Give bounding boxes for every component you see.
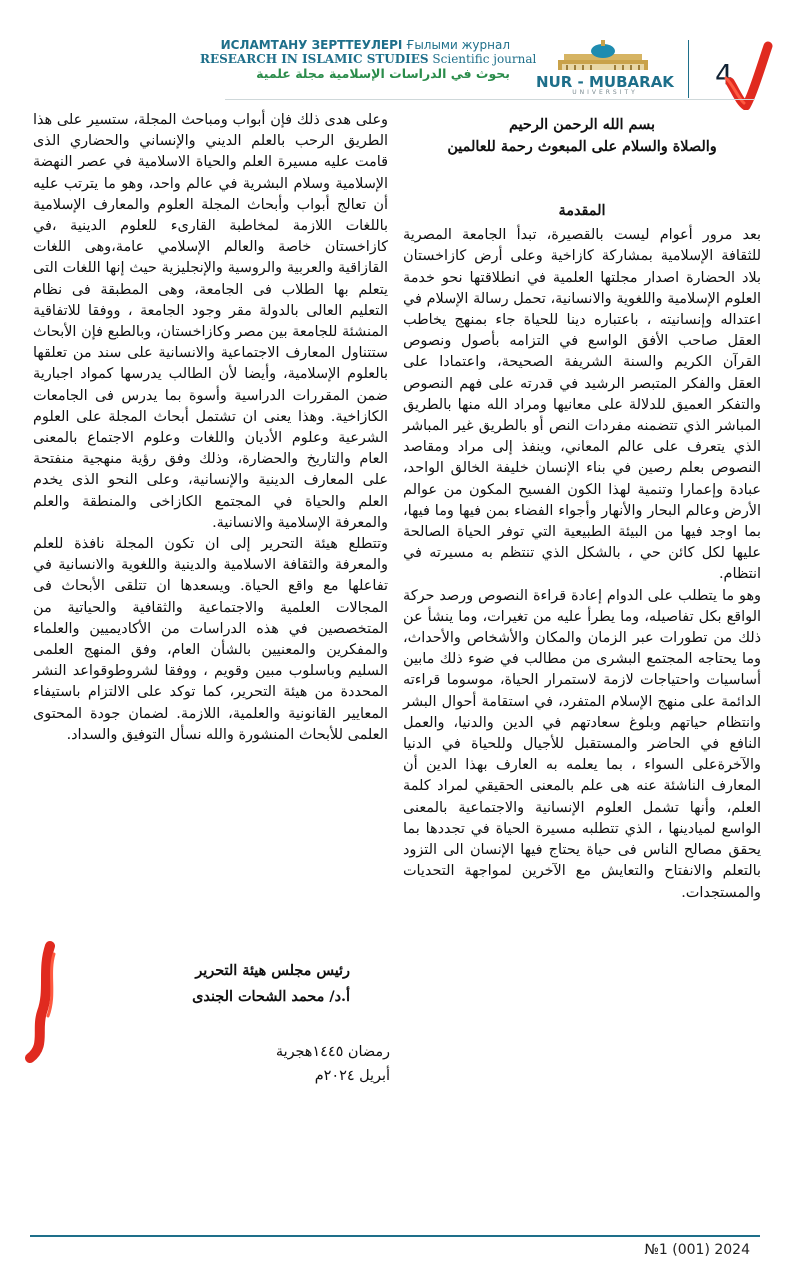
header-divider — [688, 40, 689, 98]
header-rule — [225, 99, 755, 100]
date-block — [130, 1040, 390, 1088]
journal-title-arabic: بحوث في الدراسات الإسلامية مجلة علمية — [256, 66, 510, 81]
page-header — [0, 0, 792, 110]
intro-paragraph-2: وهو ما يتطلب على الدوام إعادة قراءة النصوص ورصد حركة الواقع بكل تفاصيله، وما يطرأ عليه من تغيرات، وما ينشأ عن ذلك من تطورات عبر الزمان والمكان والأشخاص والأحداث، وما يحتاجه المجتمع البشرى من مطالب في ضوء ذلك مابين أساسيات واحتياجات لازمة لاستمرار الحياة، موسوما قراءته الدائمة على منهج الإسلام المتفرد، في استقامة أحوال البشر وانتظام حياتهم وبلوغ سعادتهم في الدين والدنيا، والعمل النافع في الحاضر والمستقبل للأجيال وللحياة في الدنيا والآخرةعلى السواء ، بما يعلمه به العارف بهذا الدين أن المعارف الناشئة عنه هى علم بالمعنى الحقيقي لمراد كلمة العلم، وأنها تشمل العلوم الإنسانية والاجتماعية بالمعنى الواسع لميادينها ، الذي تتطلبه مسيرة الحياة في تجددها بما يحقق مصالح الناس فى حياة يحتاج فيها الإنسان الى التزود بالتعلم والانفتاح والتعايش مع الآخرين لمواجهة التحديات والمستجدات. — [403, 587, 761, 901]
intro-paragraph-1: بعد مرور أعوام ليست بالقصيرة، تبدأ الجامعة المصرية للثقافة الإسلامية بمشاركة كازاخية وعلى أرض كازاخستان بلاد الحضارة اصدار مجلتها العلمية في انطلاقتها نحو خدمة العلوم الإسلامية واللغوية والانسانية، تحمل رسالة الإسلام في اعتداله وإنسانيته ، باعتباره دينا للحياة جاء بمنهج يخاطب العقل صاحب الأفق الواسع في التزامه بأصول ونصوص القرآن الكريم والسنة الشريفة الصحيحة، واعتمادا على العقل والفكر المتبصر الرشيد في قدرته على فهم النصوص والتفكر العميق للدلالة على معانيها ومراد الله منها بالطريق المباشر الذي تتضمنه مفردات النص أو بالطريق غير المباشر الذي يتعرف على عالم المعاني، وينفذ إلى مراد ومقاصد النصوص بعلم رصين في بناء الإنسان خليفة الخالق الواحد، عبادة وإعمارا وتنمية لهذا الكون الفسيح المكون من عوالم الأرض وعالم البحار والأنهار وأجواء الفضاء بمن فيها وما فيها، بما اوجد فيها من البيئة الطبيعية التي توفر الحياة الصالحة عليها لكل كائن حي ، بالشكل الذي تنتظم به مسيرته في انتظام. — [403, 227, 761, 583]
journal-title-kazakh: ИСЛАМТАНУ ЗЕРТТЕУЛЕРІ Ғылыми журнал — [220, 38, 510, 52]
signature-block — [70, 958, 350, 1010]
salutation-line: والصلاة والسلام على المبعوث رحمة للعالمين — [447, 138, 717, 155]
date-gregorian: أبريل ٢٠٢٤م — [314, 1068, 390, 1084]
body-paragraph-4: وتتطلع هيئة التحرير إلى ان تكون المجلة نافذة للعلم والمعرفة والثقافة الاسلامية والدينية واللغوية والانسانية في تفاعلها مع واقع الحياة. ويسعدها ان تتلقى الأبحاث فى المجالات العلمية والاجتماعية والثقافية والحياتية من المتخصصين في هذه الدراسات من الأكاديميين والعلماء والمفكرين والمعنيين بالشأن العام، وفق المنهج العلمى السليم وباسلوب مبين وقويم ، ووفقا لشروطوقواعد النشر المحددة من هيئة التحرير، كما توكد على الالتزام باستيفاء المعايير القانونية والعلمية، اللازمة. لضمان جودة المحتوى العلمى للأبحاث المنشورة والله نسأل التوفيق والسداد. — [33, 536, 388, 743]
red-pen-mark-icon — [20, 940, 68, 1065]
editor-name: أ.د/ محمد الشحات الجندى — [192, 988, 350, 1005]
journal-title-block — [200, 38, 537, 81]
university-logo-name: NUR - MUBARAK — [536, 73, 674, 91]
university-logo-subtitle: UNIVERSITY — [572, 89, 638, 96]
editor-title: رئيس مجلس هيئة التحرير — [195, 962, 350, 979]
page-number: 4 — [715, 58, 733, 91]
body-paragraph-3: وعلى هدى ذلك فإن أبواب ومباحث المجلة، ستسير على هذا الطريق الرحب بالعلم الديني والإنساني والحضاري الذى قامت عليه مسيرة العلم والحياة الاسلامية في عصر النهضة الإسلامية وسلام البشرية في عالم واحد، وهو ما يترتب عليه أن تعالج أبواب وأبحاث المجلة العلوم والمعارف الإسلامية باللغات اللازمة لمخاطبة القارىء للعلوم الدينية ،في كازاخستان خاصة والعالم الإسلامي عامة،وهى اللغات القازاقية والعربية والروسية والإنجليزية حيث إنها اللغات التى يتعلم بها الطلاب فى الجامعة، وهى المطبقة فى نظام التعليم العالى بالدولة مقر وجود الجامعة ، ووفقا للاتفاقية المنشئة للجامعة بين مصر وكازاخستان، وبالطبع فإن الأبحاث ستتناول المعارف الاجتماعية والانسانية على سند من تعلقها بالعلوم الإسلامية، وأيضا لأن الطالب يدرسها كمواد اجبارية ضمن المقررات الدراسية وأسوة بما يدرس فى الجامعات الكازاخية. وهذا يعنى ان تشتمل أبحاث المجلة على العلوم الشرعية وعلوم الأديان واللغات وعلوم الاجتماع بالمعنى العام والتاريخ والحضارة، وذلك وفق رؤية منهجية منفتحة على المعارف الدينية والإنسانية، وعلى النحو الذى يخدم العلم والحياة في المجتمع الكازاخى والمنطقة والعلم والمعرفة الإسلامية والانسانية. — [33, 112, 388, 531]
left-column — [33, 110, 388, 746]
introduction-heading: المقدمة — [558, 202, 606, 219]
date-hijri: رمضان ١٤٤٥هجرية — [275, 1044, 390, 1060]
right-column — [403, 110, 761, 904]
bismillah-line: بسم الله الرحمن الرحيم — [509, 116, 655, 133]
issue-number: №1 (001) 2024 — [644, 1242, 750, 1258]
footer-rule — [30, 1235, 760, 1237]
journal-title-english: RESEARCH IN ISLAMIC STUDIES Scientific journal — [200, 52, 537, 66]
